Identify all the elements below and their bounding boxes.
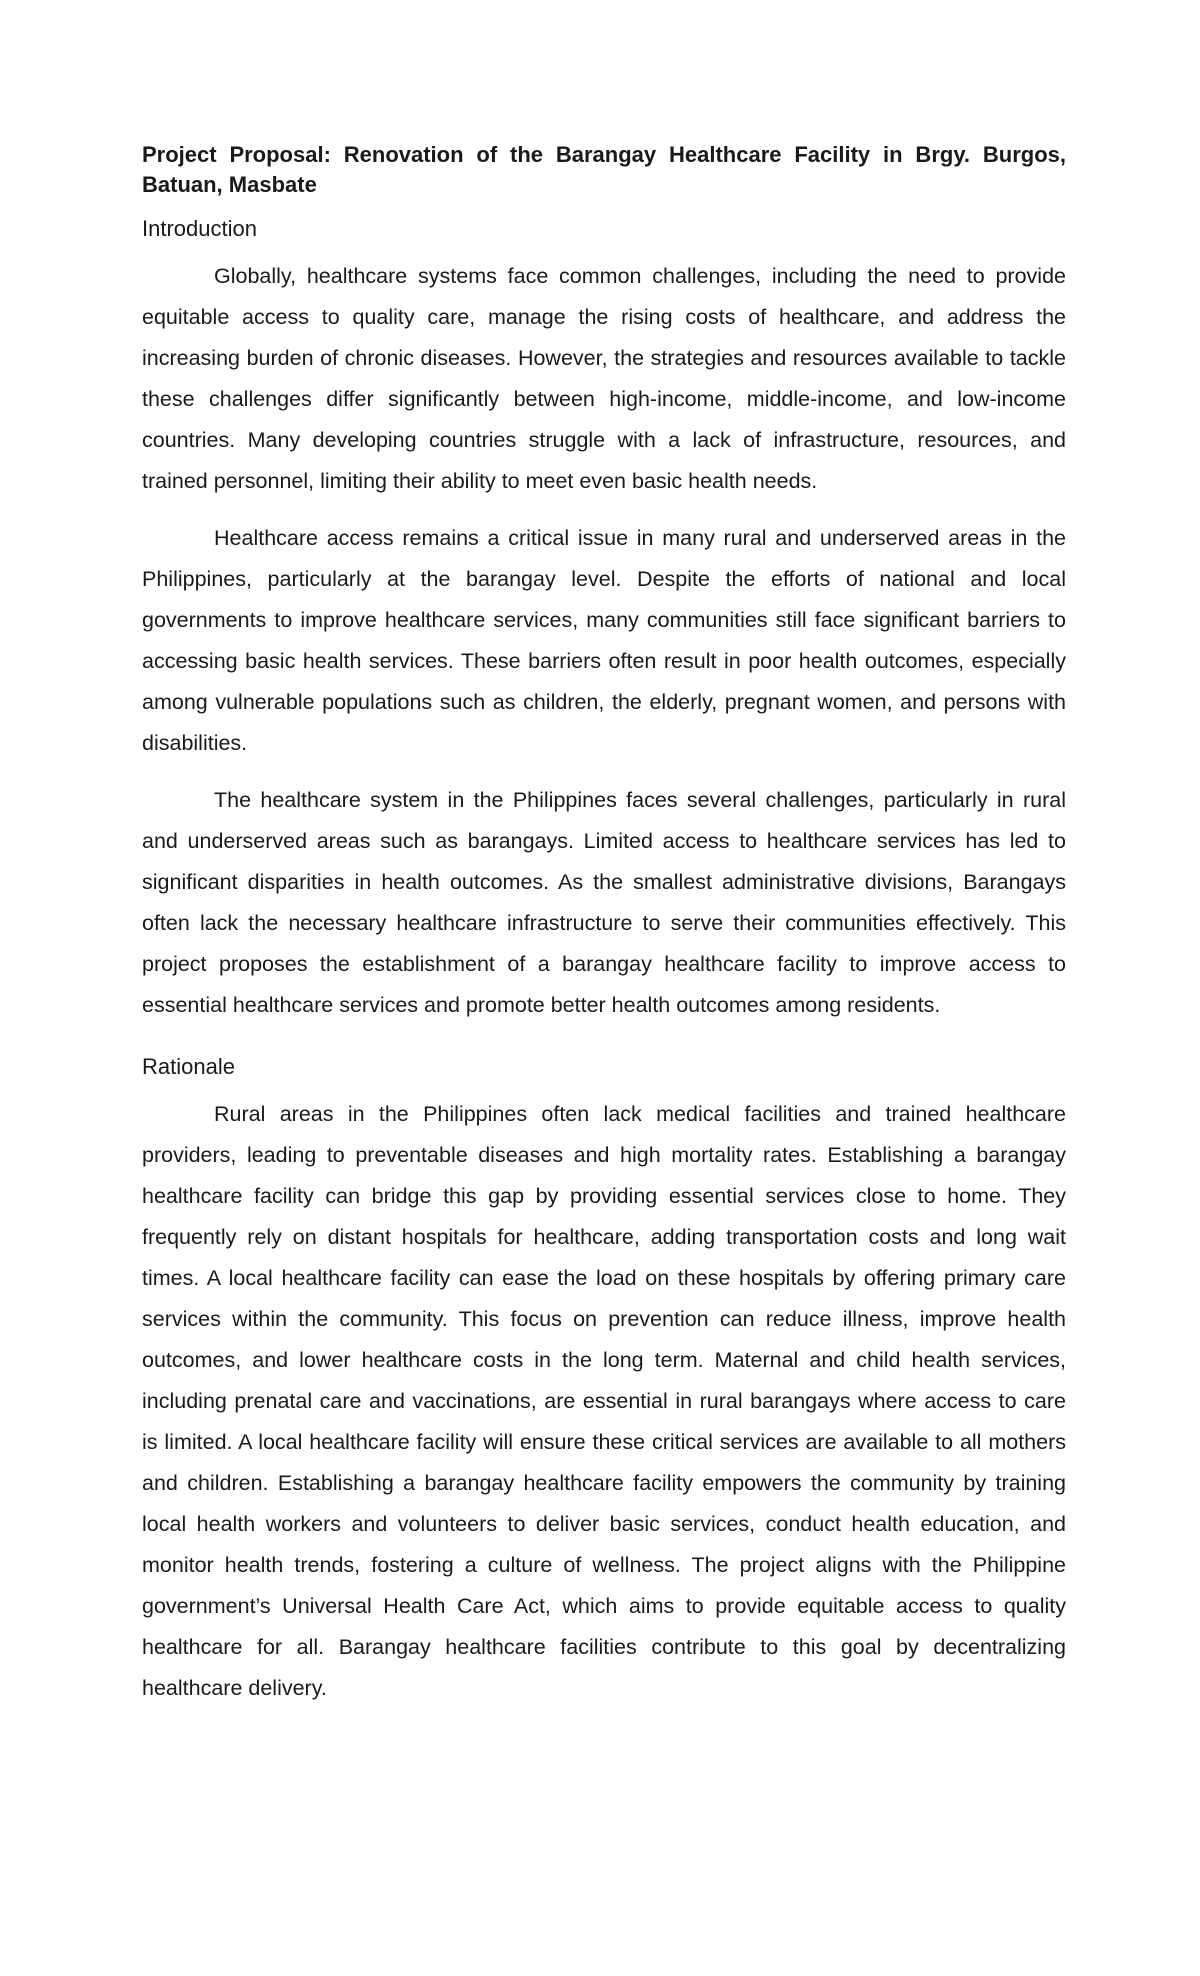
section-heading-introduction: Introduction [142,216,257,241]
paragraph: Healthcare access remains a critical issue in many rural and underserved areas in the Philippines, particularly at the barangay level. Despite the efforts of national and local governments to improve healthcare services, many communities still face significant barriers to accessing basic health services. These barriers often result in poor health outcomes, especially among vulnerable populations such as children, the elderly, pregnant women, and persons with disabilities. [142,526,1066,755]
section-heading-rationale: Rationale [142,1054,235,1079]
paragraph: The healthcare system in the Philippines faces several challenges, particularly in rural and underserved areas such as barangays. Limited access to healthcare services has led to significant disparities in health outcomes. As the smallest administrative divisions, Barangays often lack the necessary healthcare infrastructure to serve their communities effectively. This project proposes the establishment of a barangay healthcare facility to improve access to essential healthcare services and promote better health outcomes among residents. [142,788,1066,1017]
document-title: Project Proposal: Renovation of the Barangay Healthcare Facility in Brgy. Burgos, Batuan, Masbate [142,142,1066,197]
paragraph: Rural areas in the Philippines often lack medical facilities and trained healthcare providers, leading to preventable diseases and high mortality rates. Establishing a barangay healthcare facility can bridge this gap by providing essential services close to home. They frequently rely on distant hospitals for healthcare, adding transportation costs and long wait times. A local healthcare facility can ease the load on these hospitals by offering primary care services within the community. This focus on prevention can reduce illness, improve health outcomes, and lower healthcare costs in the long term. Maternal and child health services, including prenatal care and vaccinations, are essential in rural barangays where access to care is limited. A local healthcare facility will ensure these critical services are available to all mothers and children. Establishing a barangay healthcare facility empowers the community by training local health workers and volunteers to deliver basic services, conduct health education, and monitor health trends, fostering a culture of wellness. The project aligns with the Philippine government’s Universal Health Care Act, which aims to provide equitable access to quality healthcare for all. Barangay healthcare facilities contribute to this goal by decentralizing healthcare delivery. [142,1102,1066,1700]
document-page [142,140,1066,1725]
paragraph: Globally, healthcare systems face common challenges, including the need to provide equitable access to quality care, manage the rising costs of healthcare, and address the increasing burden of chronic diseases. However, the strategies and resources available to tackle these challenges differ significantly between high-income, middle-income, and low-income countries. Many developing countries struggle with a lack of infrastructure, resources, and trained personnel, limiting their ability to meet even basic health needs. [142,264,1066,493]
